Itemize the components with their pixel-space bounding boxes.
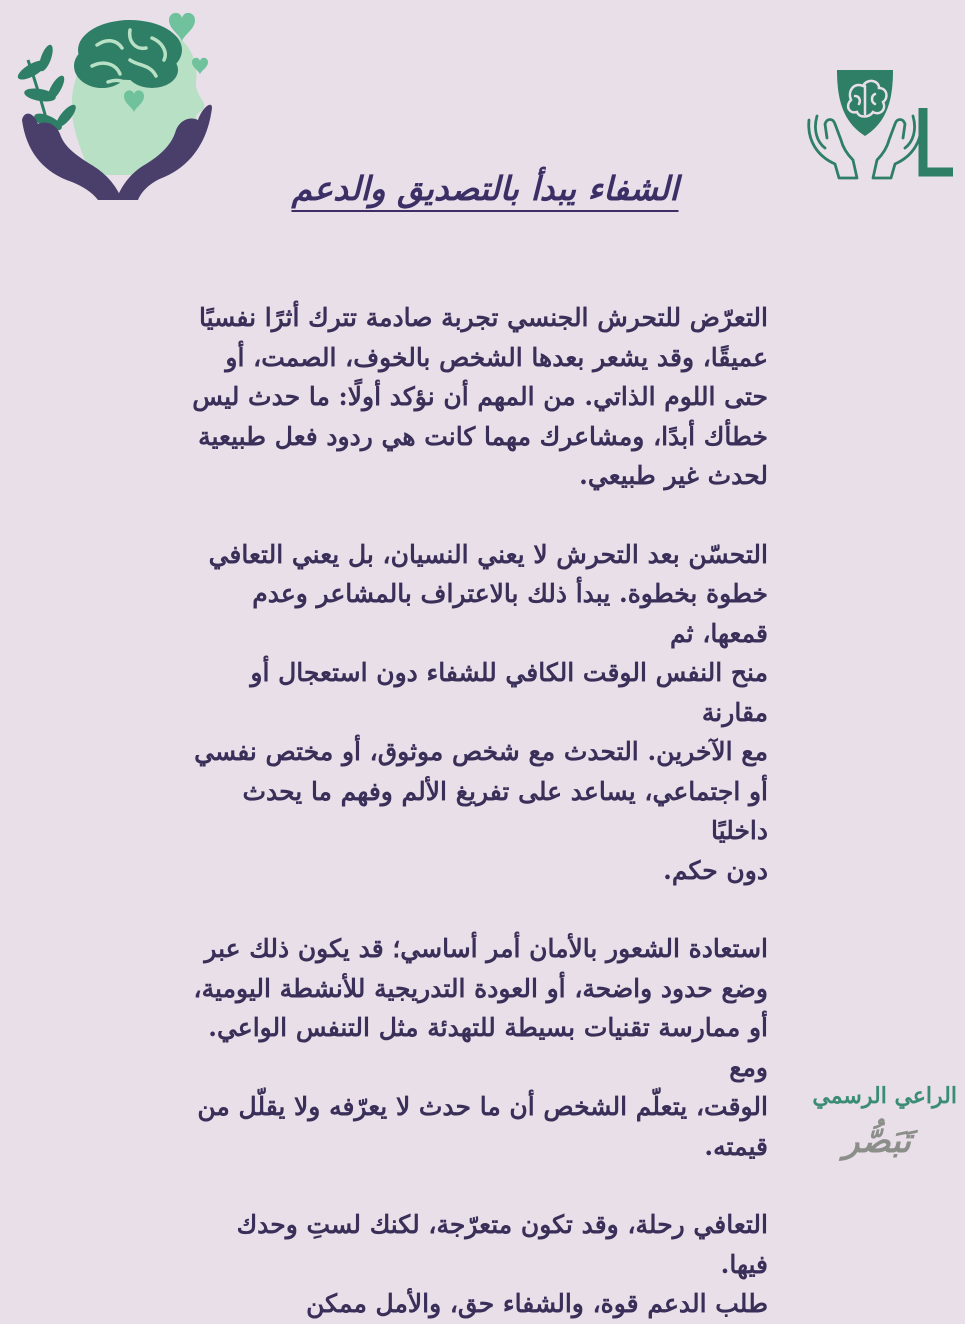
page-title: الشفاء يبدأ بالتصديق والدعم: [291, 169, 679, 208]
sponsor-brand-logo: تَبَصُّر: [843, 1121, 911, 1161]
article-body: [190, 298, 768, 1324]
sponsor-block: [787, 1080, 957, 1164]
brand-logo-icon: [795, 60, 955, 185]
sponsor-label: الراعي الرسمي: [812, 1083, 957, 1109]
paragraph-safety: استعادة الشعور بالأمان أمر أساسي؛ قد يكون ذلك عبر وضع حدود واضحة، أو العودة التدريجية للأنشطة اليومية، أو ممارسة تقنيات بسيطة للتهدئة مثل التنفس الواعي. ومع الوقت، يتعلّم الشخص أن ما حدث لا يعرّفه ولا يقلّل من قيمته.: [193, 934, 768, 1161]
paragraph-closing: التعافي رحلة، وقد تكون متعرّجة، لكنك لستِ وحدك فيها. طلب الدعم قوة، والشفاء حق، والأمل ممكن: [236, 1210, 768, 1318]
paragraph-intro: التعرّض للتحرش الجنسي تجربة صادمة تترك أثرًا نفسيًا عميقًا، وقد يشعر بعدها الشخص بالخوف، الصمت، أو حتى اللوم الذاتي. من المهم أن نؤكد أولًا: ما حدث ليس خطأك أبدًا، ومشاعرك مهما كانت هي ردود فعل طبيعية لحدث غير طبيعي.: [192, 303, 768, 490]
paragraph-recovery: التحسّن بعد التحرش لا يعني النسيان، بل يعني التعافي خطوة بخطوة. يبدأ ذلك بالاعتراف بالمشاعر وعدم قمعها، ثم منح النفس الوقت الكافي للشفاء دون استعجال أو مقارنة مع الآخرين. التحدث مع شخص موثوق، أو مختص نفسي أو اجتماعي، يساعد على تفريغ الألم وفهم ما يحدث داخليًا دون حكم.: [194, 539, 768, 885]
